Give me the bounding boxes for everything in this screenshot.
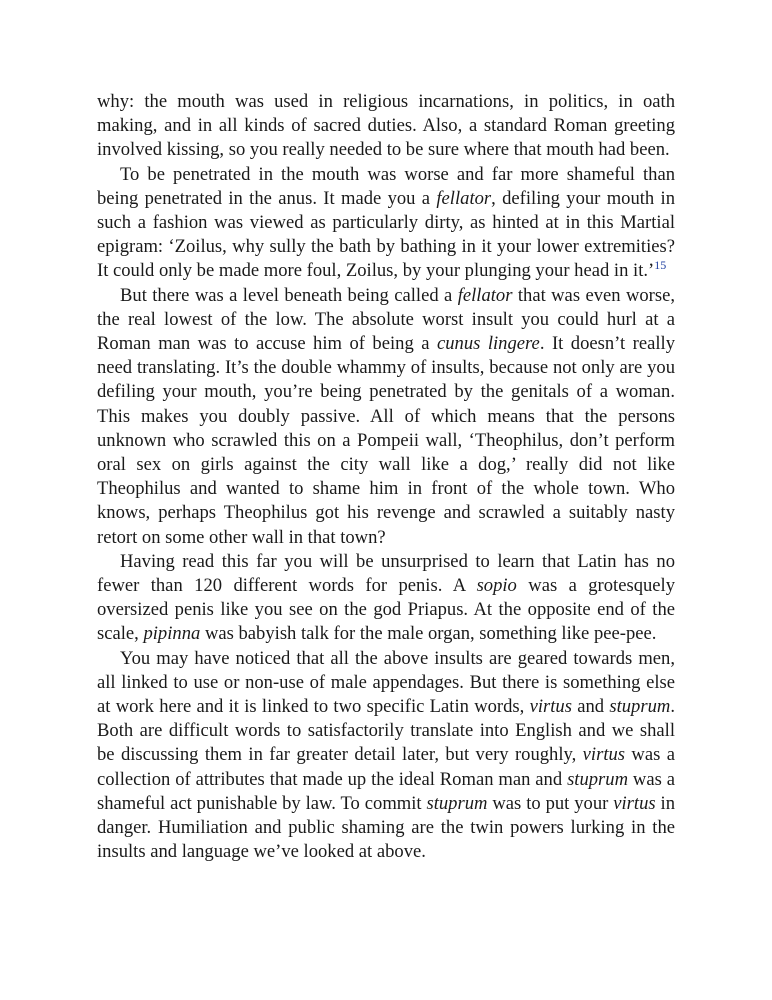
text-run: , defiling your mouth in such a fashion was viewed as particularly dirty, as hinted at in this Martial epigram: ‘Zoilus, why sully the bath by bathing in it your lower extremities? It could only be made more foul, Zoilus, by your plunging your head in it.’ (97, 187, 676, 282)
text-run: was a grotesquely oversized penis like you see on the god Priapus. At the opposite end of the scale, (97, 575, 675, 645)
text-run: was a shameful act punishable by law. To commit (97, 768, 675, 814)
text-run: and (571, 696, 610, 718)
text-run: was a collection of attributes that made up the ideal Roman man and (97, 744, 676, 790)
italic-term: stuprum (567, 768, 629, 790)
text-run: was babyish talk for the male organ, something like pee-pee. (200, 623, 657, 645)
paragraph (97, 284, 675, 550)
text-run: You may have noticed that all the above insults are geared towards men, all linked to use or non-use of male appendages. But there is something else at work here and it is linked to two specific Latin words, (97, 647, 675, 718)
paragraph (97, 550, 675, 647)
italic-term: fellator (436, 187, 492, 209)
italic-term: virtus (582, 744, 626, 766)
italic-term: cunus lingere (436, 333, 540, 355)
text-run: Having read this far you will be unsurprised to learn that Latin has no fewer than 120 different words for penis. A (97, 550, 675, 597)
text-run: . Both are difficult words to satisfactorily translate into English and we shall be discussing them in far greater detail later, but very roughly, (97, 696, 675, 766)
text-run: why: the mouth was used in religious incarnations, in politics, in oath making, and in all kinds of sacred duties. Also, a standard Roman greeting involved kissing, so you really needed to be sure where that mouth had been. (97, 91, 675, 161)
italic-term: sopio (476, 575, 517, 597)
italic-term: stuprum (609, 696, 671, 718)
italic-term: pipinna (143, 623, 201, 645)
paragraph (97, 90, 675, 163)
paragraph (97, 647, 675, 865)
italic-term: stuprum (426, 792, 488, 814)
text-run: But there was a level beneath being called a (120, 284, 458, 306)
text-run: To be penetrated in the mouth was worse and far more shameful than being penetrated in the anus. It made you a (97, 163, 675, 209)
paragraph (97, 163, 675, 284)
footnote-reference[interactable]: 15 (654, 258, 667, 273)
page-body (97, 90, 675, 865)
text-run: in danger. Humiliation and public shaming are the twin powers lurking in the insults and language we’ve looked at above. (97, 792, 675, 863)
italic-term: fellator (457, 284, 513, 306)
italic-term: virtus (613, 792, 656, 814)
text-run: was to put your (487, 792, 614, 814)
text-run: that was even worse, the real lowest of the low. The absolute worst insult you could hurl at a Roman man was to accuse him of being a (97, 284, 676, 355)
text-run: . It doesn’t really need translating. It’s the double whammy of insults, because not only are you defiling your mouth, you’re being penetrated by the genitals of a woman. This makes you doubly passive. All of which means that the persons unknown who scrawled this on a Pompeii wall, ‘Theophilus, don’t perform oral sex on girls against the city wall like a dog,’ really did not like Theophilus and wanted to shame him in front of the whole town. Who knows, perhaps Theophilus got his revenge and scrawled a suitably nasty retort on some other wall in that town? (97, 333, 675, 548)
italic-term: virtus (529, 696, 572, 718)
